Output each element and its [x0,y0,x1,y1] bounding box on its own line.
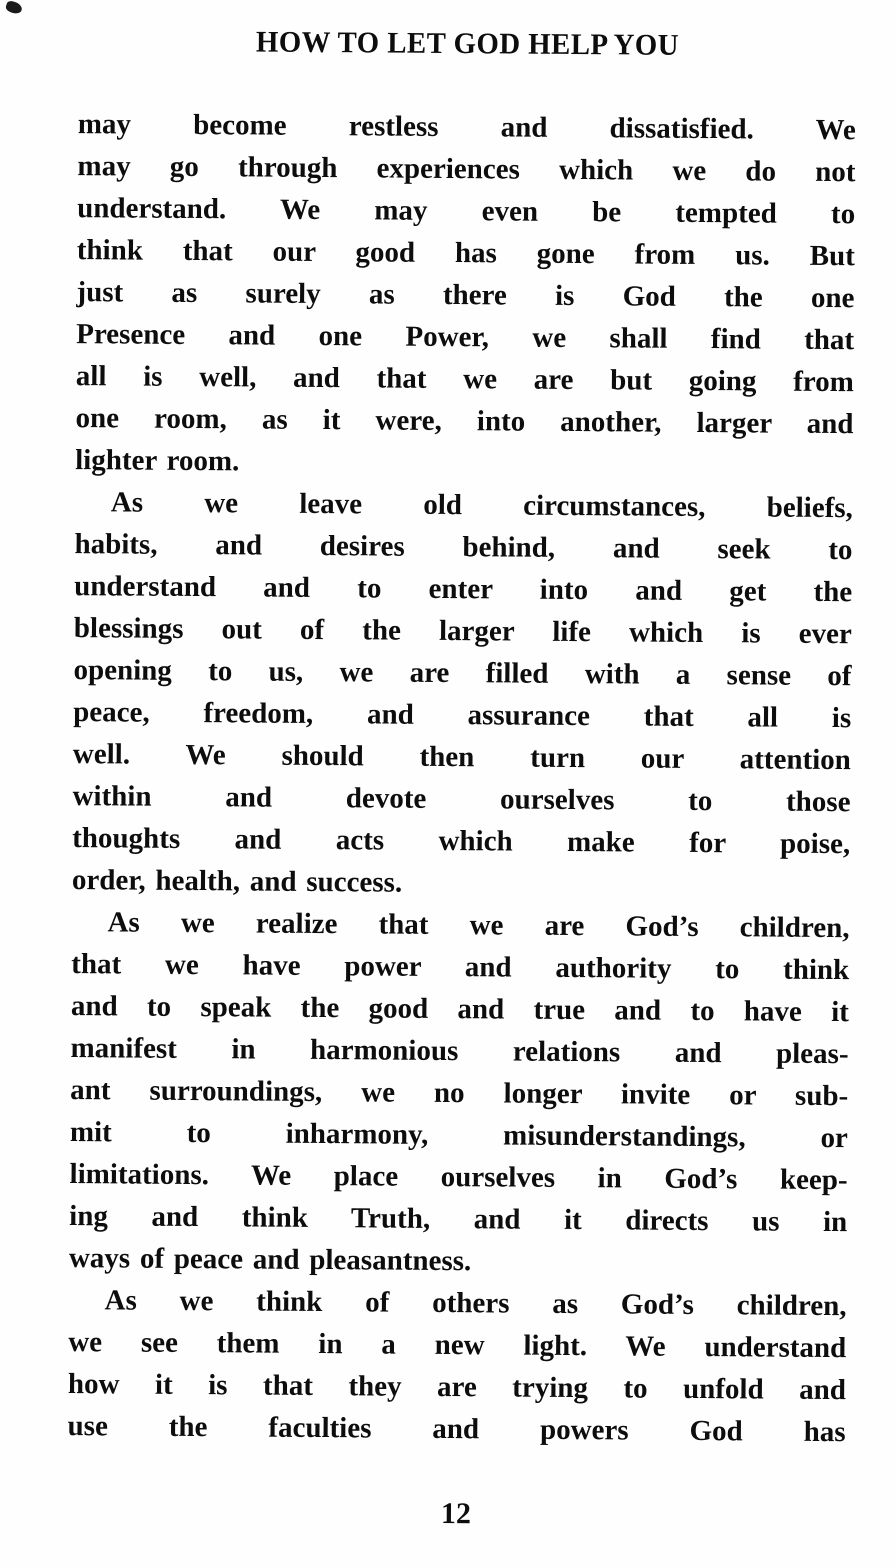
text-line: all is well, and that we are but going from [75,360,854,399]
text-line: thoughts and acts which make for poise, [72,822,851,861]
page-number: 12 [440,1496,472,1531]
paragraph [75,103,856,487]
text-line: As we leave old circumstances, beliefs, [110,486,853,525]
text-line: use the faculties and powers God has [67,1410,846,1449]
text-line: ant surroundings, we no longer invite or sub- [70,1074,849,1113]
text-line: just as surely as there is God the one [76,276,855,315]
text-line: manifest in harmonious relations and pleas- [70,1032,849,1071]
text-line: understand and to enter into and get the [74,570,853,609]
page-body [67,103,856,1453]
text-line: limitations. We place ourselves in God’s keep- [69,1158,848,1197]
text-line: may become restless and dissatisfied. We [77,108,856,147]
text-line: As we realize that we are God’s children, [107,906,850,945]
text-line: blessings out of the larger life which is ever [73,612,852,651]
text-line: ing and think Truth, and it directs us in [69,1200,848,1239]
paragraph [69,901,850,1285]
text-line: how it is that they are trying to unfold and [67,1368,847,1407]
text-line: ways of peace and pleasantness. [68,1242,472,1278]
running-header: HOW TO LET GOD HELP YOU [255,25,680,62]
paragraph [72,481,853,907]
text-line: Presence and one Power, we shall find that [76,318,855,357]
paragraph [67,1279,846,1453]
text-line: mit to inharmony, misunderstandings, or [69,1116,849,1155]
text-line: As we think of others as God’s children, [104,1284,847,1323]
text-line: we see them in a new light. We understand [68,1326,847,1365]
text-line: order, health, and success. [71,864,403,899]
text-line: think that our good has gone from us. But [76,234,855,273]
text-line: and to speak the good and true and to have it [70,990,850,1029]
text-line: well. We should then turn our attention [72,738,851,777]
text-line: lighter room. [75,444,240,478]
text-line: that we have power and authority to think [71,948,850,987]
text-line: may go through experiences which we do not [77,150,856,189]
text-line: habits, and desires behind, and seek to [74,528,853,567]
text-line: within and devote ourselves to those [72,780,851,819]
text-line: opening to us, we are filled with a sense of [73,654,852,693]
text-line: peace, freedom, and assurance that all is [73,696,852,735]
text-line: one room, as it were, into another, larger and [75,402,854,441]
text-line: understand. We may even be tempted to [77,192,856,231]
